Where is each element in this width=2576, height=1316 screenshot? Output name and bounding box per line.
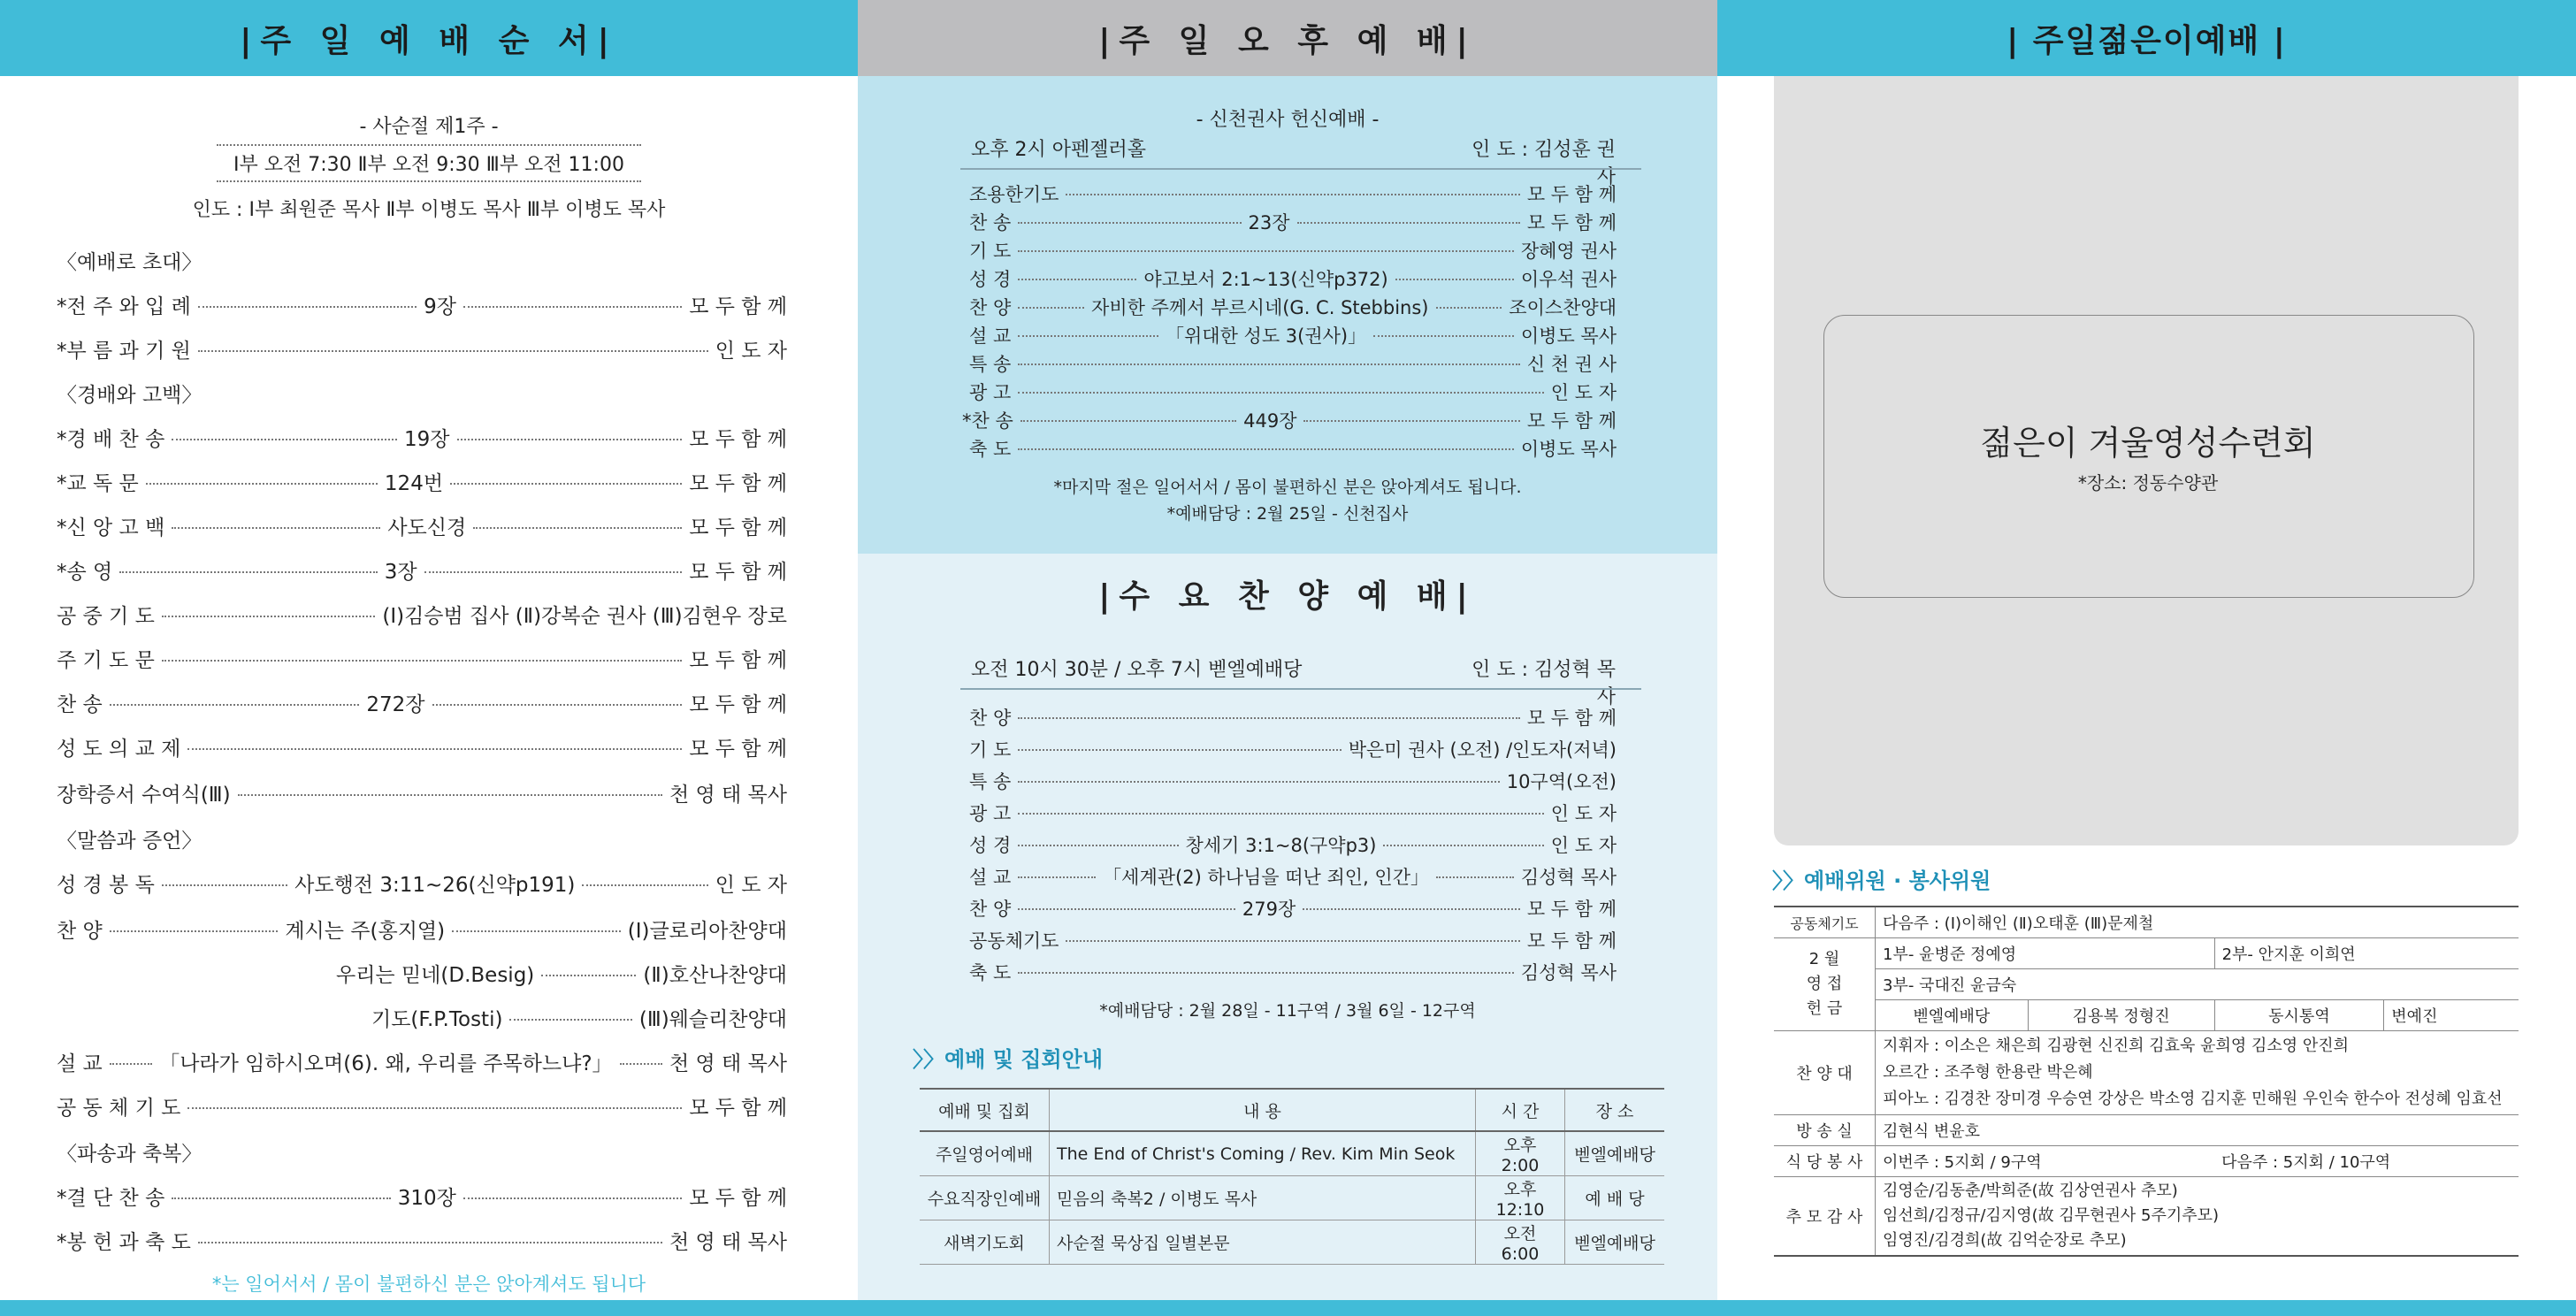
staff-row: 식 당 봉 사 이번주 : 5지회 / 9구역 다음주 : 5지회 / 10구역 [1774, 1146, 2519, 1177]
order-item: *봉 헌 과 축 도 천 영 태 목사 [57, 1231, 787, 1254]
wednesday-place: 오전 10시 30분 / 오후 7시 벧엘예배당 [971, 659, 1303, 681]
wednesday-item: 광 고 인 도 자 [969, 803, 1617, 824]
order-item: 장학증서 수여식(Ⅲ) 천 영 태 목사 [57, 784, 787, 807]
afternoon-place: 오후 2시 아펜젤러홀 [971, 139, 1146, 161]
afternoon-item: 설 교 「위대한 성도 3(권사)」 이병도 목사 [969, 325, 1617, 347]
section-invitation: 〈예배로 초대〉 [57, 251, 203, 274]
order-item: 공 중 기 도 (Ⅰ)김승범 집사 (Ⅱ)강복순 권사 (Ⅲ)김현우 장로 [57, 605, 787, 628]
order-item: 성 경 봉 독 사도행전 3:11~26(신약p191) 인 도 자 [57, 874, 788, 897]
season-label: - 사순절 제1주 - [359, 116, 499, 138]
info-header-row: 예배 및 집회 내 용 시 간 장 소 [920, 1089, 1664, 1131]
order-item: 공 동 체 기 도 모 두 함 께 [57, 1097, 787, 1120]
info-row: 주일영어예배 The End of Christ's Coming / Rev. Kim Min Seok 오후 2:00 벧엘예배당 [920, 1131, 1664, 1176]
afternoon-item: 광 고 인 도 자 [969, 382, 1617, 403]
order-item: 우리는 믿네(D.Besig) (Ⅱ)호산나찬양대 [336, 964, 787, 987]
staff-table [1774, 906, 2519, 1257]
info-heading: 〉〉예배 및 집회안내 [913, 1047, 1103, 1072]
divider [960, 168, 1641, 170]
section-word: 〈말씀과 증언〉 [57, 830, 203, 853]
staff-row: 방 송 실 김현식 변윤호 [1774, 1115, 2519, 1146]
afternoon-item: 찬 송 23장 모 두 함 께 [969, 212, 1617, 233]
sunday-service-title: |주 일 예 배 순 서| [0, 0, 858, 76]
bottom-bar [0, 1300, 2576, 1316]
staff-row: 3부- 국대진 윤금숙 [1774, 969, 2519, 1000]
staff-heading: 〉〉예배위원 · 봉사위원 [1772, 868, 1991, 893]
order-item: *경 배 찬 송 19장 모 두 함 께 [57, 428, 787, 451]
wednesday-leader: 인 도 : 김성혁 목사 [1471, 659, 1616, 708]
divider [960, 688, 1641, 690]
wednesday-item: 찬 양 279장 모 두 함 께 [969, 899, 1617, 920]
order-item: *결 단 찬 송 310장 모 두 함 께 [57, 1187, 787, 1210]
info-row: 새벽기도회 사순절 묵상집 일별본문 오전 6:00 벧엘예배당 [920, 1220, 1664, 1265]
order-item: 찬 양 계시는 주(홍지열) (Ⅰ)글로리아찬양대 [57, 920, 787, 943]
afternoon-item: 기 도 장혜영 권사 [969, 241, 1617, 262]
afternoon-item: 축 도 이병도 목사 [969, 439, 1617, 460]
staff-row: 공동체기도 다음주 : (Ⅰ)이해인 (Ⅱ)오태훈 (Ⅲ)문제철 [1774, 907, 2519, 938]
order-item: 주 기 도 문 모 두 함 께 [57, 649, 787, 672]
order-item: *교 독 문 124번 모 두 함 께 [57, 472, 787, 495]
wednesday-item: 찬 양 모 두 함 께 [969, 708, 1617, 729]
afternoon-item: 특 송 신 천 권 사 [969, 354, 1617, 375]
afternoon-service-title: |주 일 오 후 예 배| [858, 0, 1717, 76]
young-adult-title: | 주일젊은이예배 | [1717, 0, 2576, 76]
order-item: *전 주 와 입 례 9장 모 두 함 께 [57, 295, 788, 318]
order-item: *송 영 3장 모 두 함 께 [57, 561, 788, 584]
order-item: 기도(F.P.Tosti) (Ⅲ)웨슬리찬양대 [371, 1008, 787, 1031]
order-item: *신 앙 고 백 사도신경 모 두 함 께 [57, 516, 787, 539]
order-item: 성 도 의 교 제 모 두 함 께 [57, 738, 787, 761]
event-place: *장소: 정동수양관 [2077, 472, 2219, 494]
wednesday-service-title: |수 요 찬 양 예 배| [1098, 578, 1477, 615]
staff-row: 2 월 영 접 헌 금 1부- 윤병준 정예영 2부- 안지훈 이희연 [1774, 938, 2519, 969]
section-sending: 〈파송과 축복〉 [57, 1143, 203, 1166]
staff-row: 찬 양 대 지휘자 : 이소은 채은희 김광현 신진희 김효욱 윤희영 김소영 안진희 오르간 : 조주형 한용란 박은혜 피아노 : 김경찬 장미경 우승연 강상은 박소영 김지훈 민해원 우인숙 한수아 전성혜 임효선 [1774, 1031, 2519, 1115]
afternoon-item: *찬 송 449장 모 두 함 께 [962, 410, 1617, 432]
section-worship: 〈경배와 고백〉 [57, 384, 203, 407]
event-title: 젊은이 겨울영성수련회 [1980, 424, 2316, 463]
afternoon-item: 조용한기도 모 두 함 께 [969, 184, 1617, 205]
afternoon-item: 찬 양 자비한 주께서 부르시네(G. C. Stebbins) 조이스찬양대 [969, 297, 1617, 318]
afternoon-item: 성 경 야고보서 2:1~13(신약p372) 이우석 권사 [969, 269, 1617, 290]
wednesday-item: 축 도 김성혁 목사 [969, 962, 1617, 983]
service-times: Ⅰ부 오전 7:30 Ⅱ부 오전 9:30 Ⅲ부 오전 11:00 [217, 144, 641, 182]
wednesday-item: 설 교 「세계관(2) 하나님을 떠난 죄인, 인간」 김성혁 목사 [969, 867, 1617, 888]
order-item: *부 름 과 기 원 인 도 자 [57, 340, 787, 363]
afternoon-note: *마지막 절은 일어서서 / 몸이 불편하신 분은 앉아계셔도 됩니다. [1053, 478, 1522, 497]
wednesday-item: 공동체기도 모 두 함 께 [969, 930, 1617, 952]
info-row: 수요직장인예배 믿음의 축복2 / 이병도 목사 오후 12:10 예 배 당 [920, 1176, 1664, 1220]
wednesday-item: 기 도 박은미 권사 (오전) /인도자(저녁) [969, 739, 1617, 761]
afternoon-duty-note: *예배담당 : 2월 25일 - 신천집사 [1166, 504, 1409, 524]
staff-row: 벧엘예배당 김용복 정형진 동시통역 변예진 [1774, 1000, 2519, 1031]
order-item: 설 교 「나라가 임하시오며(6). 왜, 우리를 주목하느냐?」 천 영 태 목사 [57, 1052, 788, 1075]
service-leaders: 인도 : Ⅰ부 최원준 목사 Ⅱ부 이병도 목사 Ⅲ부 이병도 목사 [192, 199, 666, 221]
wednesday-duty-note: *예배담당 : 2월 28일 - 11구역 / 3월 6일 - 12구역 [1099, 1001, 1476, 1021]
standing-note: *는 일어서서 / 몸이 불편하신 분은 앉아계셔도 됩니다 [211, 1274, 646, 1295]
afternoon-subtitle: - 신천권사 헌신예배 - [1196, 109, 1380, 131]
info-table [920, 1088, 1664, 1265]
staff-row: 추 모 감 사 김영순/김동춘/박희준(故 김상연권사 추모) 임선희/김정규/김지영(故 김무현권사 5주기추모) 임영진/김경희(故 김억순장로 추모) [1774, 1177, 2519, 1257]
afternoon-leader: 인 도 : 김성훈 권사 [1471, 139, 1616, 188]
wednesday-item: 특 송 10구역(오전) [969, 771, 1617, 792]
order-item: 찬 송 272장 모 두 함 께 [57, 693, 787, 716]
wednesday-item: 성 경 창세기 3:1~8(구약p3) 인 도 자 [969, 835, 1617, 856]
